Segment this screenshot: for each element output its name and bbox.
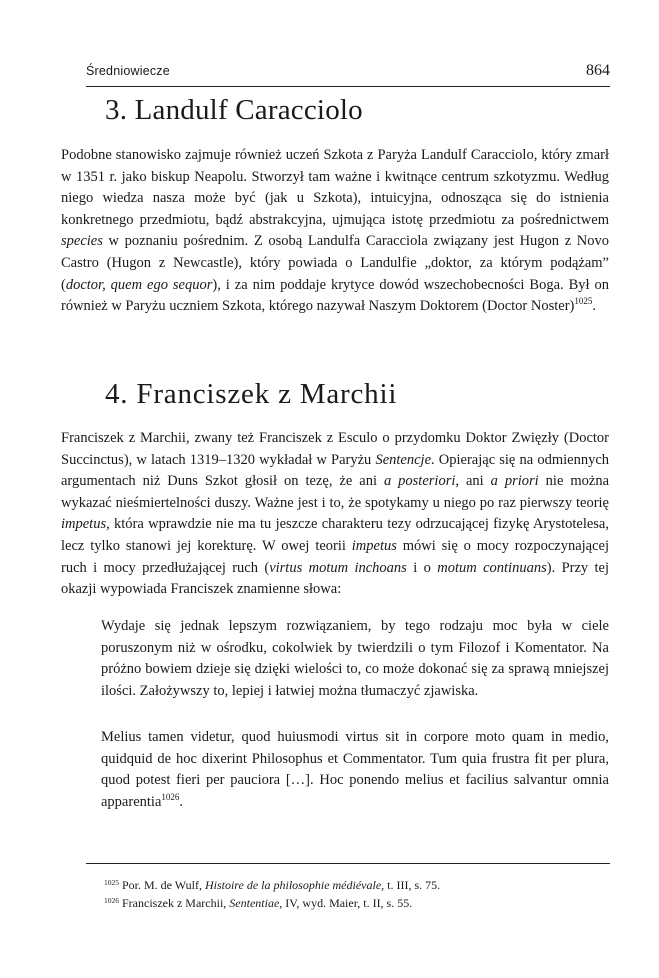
text-run: Por. M. de Wulf, — [119, 878, 205, 892]
footnote-1025 — [104, 876, 609, 894]
text-run: ). Przy tej okazji wypowiada Franciszek znamienne słowa: — [61, 559, 610, 598]
block-quote-latin — [101, 727, 609, 813]
block-quote-polish: Wydaje się jednak lepszym rozwiązaniem, by tego rodzaju moc była w ciele poruszonym niż w ośrodku, cokolwiek by twierdzili o tym Filozof i Komentator. Na próżno bowiem dzieje się dzięki wielości to, co może dokonać się za sprawą mniejszej ilości. Założywszy to, lepiej i łatwiej można tłumaczyć zjawiska. — [101, 618, 609, 699]
italic-term: a priori — [490, 473, 539, 490]
footnote-ref-1026[interactable]: 1026 — [161, 791, 180, 802]
footnote-1026 — [104, 894, 609, 912]
text-run: ), i za nim poddaje krytyce dowód wszechobecności Boga. Był on również w Paryżu uczniem Szkota, którego nazywał Naszym Doktorem (Doctor Noster) — [61, 276, 609, 315]
text-run: . Opierając się na odmiennych argumentach niż Duns Szkot głosił on tezę, że ani — [61, 451, 610, 490]
italic-term: virtus motum inchoans — [269, 559, 407, 576]
page-number: 864 — [586, 62, 610, 79]
text-run: Franciszek z Marchii, zwany też Franciszek z Esculo o przydomku Doktor Zwięzły (Doctor Succinctus), w latach 1319–1320 wykładał w Paryżu — [61, 430, 609, 468]
text-run: Melius tamen videtur, quod huiusmodi virtus sit in corpore moto quam in medio, quidquid de hoc dixerint Philosophus et Commentator. Tum quia frustra fit per plura, quod potest fieri per pauciora […]. Hoc ponendo melius et facilius salvantur omnia apparentia — [101, 729, 609, 810]
text-run: Podobne stanowisko zajmuje również uczeń Szkota z Paryża Landulf Caracciolo, który zmarł w 1351 r. jako biskup Neapolu. Stworzył tam ważne i kwitnące centrum szkotyzmu. Według niego wiedza nasza może być (jak u Szkota), intuicyjna, odnosząca się do istnienia konkretnego przedmiotu, bądź abstrakcyjna, ujmująca istotę przedmiotu za pośrednictwem — [61, 147, 609, 228]
text-run: , IV, wyd. Maier, t. II, s. 55. — [279, 896, 413, 910]
italic-term: Sententiae — [229, 896, 280, 910]
text-run: w poznaniu pośrednim. Z osobą Landulfa Caracciola związany jest Hugon z Novo Castro (Hugon z Newcastle), który powiada o Landulfie „doktor, za którym podążam” ( — [61, 233, 609, 293]
footnote-ref-1025[interactable]: 1025 — [574, 296, 593, 307]
italic-term: impetus — [351, 537, 397, 554]
text-run: . — [179, 793, 184, 810]
italic-term: motum continuans — [437, 559, 547, 576]
header-rule — [86, 86, 610, 87]
text-run: , t. III, s. 75. — [381, 878, 441, 892]
italic-term: impetus — [61, 516, 107, 533]
footnotes — [104, 876, 609, 912]
section-heading-franciszek: 4. Franciszek z Marchii — [105, 378, 398, 410]
running-title: Średniowiecze — [86, 64, 170, 78]
running-header — [86, 62, 610, 86]
section-heading-landulf: 3. Landulf Caracciolo — [105, 94, 363, 126]
footnote-number: 1025 — [104, 878, 119, 887]
text-run: , która wprawdzie nie ma tu jeszcze charakteru tezy odrzucającej fizykę Arystotelesa, lecz tylko stanowi jej korekturę. W owej teorii — [61, 516, 609, 554]
text-run: i o — [406, 559, 438, 576]
italic-term: doctor, quem ego sequor — [65, 276, 213, 293]
italic-term: species — [61, 233, 103, 250]
italic-term: Sentencje — [375, 451, 432, 468]
footnote-number: 1026 — [104, 896, 119, 905]
text-run: , ani — [455, 473, 491, 490]
text-run: mówi się o mocy rozpoczynającej ruch i mocy przedłużającej ruch ( — [61, 537, 609, 576]
text-run: Franciszek z Marchii, — [119, 896, 230, 910]
italic-term: a posteriori — [383, 473, 456, 490]
italic-term: Histoire de la philosophie médiévale — [204, 878, 382, 892]
text-run: . — [592, 298, 597, 315]
footnote-rule — [86, 863, 610, 864]
paragraph-franciszek — [61, 428, 609, 601]
paragraph-landulf — [61, 145, 609, 318]
text-run: nie można wykazać nieśmiertelności duszy. Ważne jest i to, że spotykamy u niego po raz pierwszy teorię — [61, 473, 610, 511]
